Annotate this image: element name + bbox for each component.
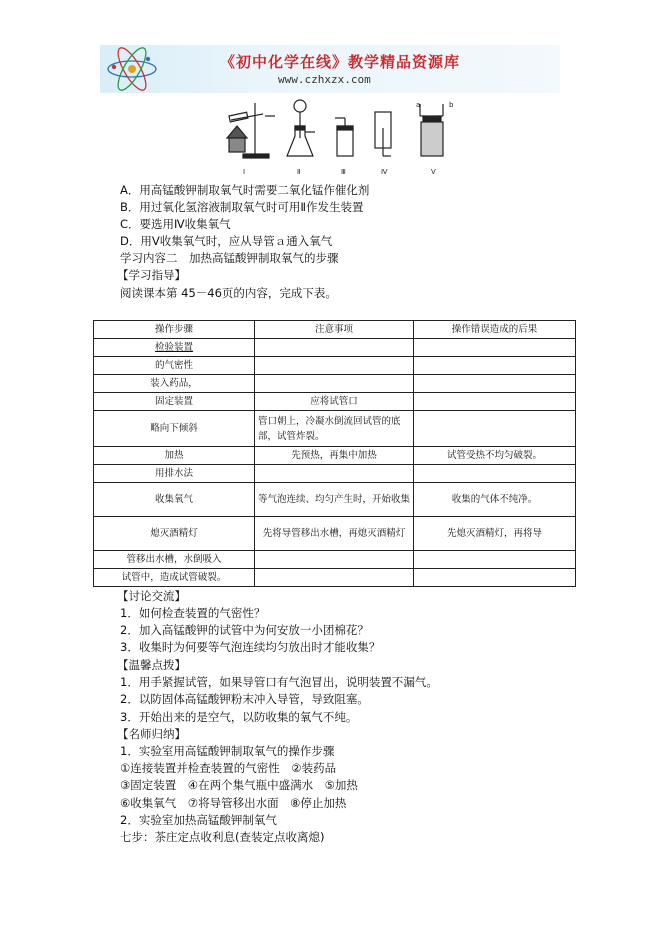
summary-item: 2．实验室加热高锰酸钾制氧气 [120,813,277,827]
section-heading: 学习内容二 加热高锰酸钾制取氧气的步骤 [120,251,339,265]
hint-item: 3．开始出来的是空气，以防收集的氧气不纯。 [120,710,358,724]
apparatus-label-b: b [449,101,454,109]
banner-url[interactable]: www.czhxzx.com [278,73,371,86]
table-row [94,339,576,357]
table-cell: 装入药品， [94,375,255,393]
summary-heading: 【名师归纳】 [117,727,186,741]
guide-heading: 【学习指导】 [117,268,186,282]
table-row [94,447,576,465]
table-cell: 熄灭酒精灯 [94,517,255,551]
option-d: D．用Ⅴ收集氧气时，应从导管ａ通入氧气 [120,234,333,248]
table-cell [255,357,414,375]
table-cell: 管口朝上，冷凝水倒流回试管的底部，试管炸裂。 [255,411,414,447]
option-a: A．用高锰酸钾制取氧气时需要二氧化锰作催化剂 [120,183,370,197]
table-cell [255,465,414,483]
summary-item: 1．实验室用高锰酸钾制取氧气的操作步骤 [120,744,335,758]
operations-table [93,320,576,587]
table-header-row [94,321,576,339]
table-cell [414,569,576,587]
apparatus-caption-iii: Ⅲ [341,168,346,176]
table-cell: 加热 [94,447,255,465]
discussion-item: 2．加入高锰酸钾的试管中为何安放一小团棉花？ [120,623,369,637]
hint-item: 1．用手紧握试管，如果导管口有气泡冒出，说明装置不漏气。 [120,675,438,689]
guide-text: 阅读课本第 45－46页的内容，完成下表。 [120,286,337,300]
table-cell: 先预热，再集中加热 [255,447,414,465]
summary-item: 七步：茶庄定点收利息(查装定点收离熄) [120,830,325,844]
table-cell [255,339,414,357]
summary-item: ①连接装置并检查装置的气密性 ②装药品 [120,761,337,775]
apparatus-caption-v: Ⅴ [431,168,436,176]
table-cell [414,393,576,411]
table-cell: 先将导管移出水槽，再熄灭酒精灯 [255,517,414,551]
table-cell: 用排水法 [94,465,255,483]
banner-title: 《初中化学在线》教学精品资源库 [220,53,461,71]
hint-item: 2．以防固体高锰酸钾粉末冲入导管，导致阻塞。 [120,692,369,706]
table-row [94,375,576,393]
table-header: 注意事项 [255,321,414,339]
table-cell [414,551,576,569]
header-banner [100,45,560,93]
apparatus-caption-ii: Ⅱ [297,168,301,176]
table-row [94,551,576,569]
table-row [94,569,576,587]
table-cell [414,375,576,393]
table-cell: 固定装置 [94,393,255,411]
hints-heading: 【温馨点拨】 [117,658,186,672]
table-cell: 应将试管口 [255,393,414,411]
table-cell: 等气泡连续、均匀产生时，开始收集 [255,483,414,517]
apparatus-iii [335,118,353,156]
table-cell [255,375,414,393]
table-header: 操作步骤 [94,321,255,339]
summary-item: ⑥收集氧气 ⑦将导管移出水面 ⑧停止加热 [120,796,347,810]
table-cell: 略向下倾斜 [94,411,255,447]
summary-item: ③固定装置 ④在两个集气瓶中盛满水 ⑤加热 [120,778,358,792]
table-cell [414,357,576,375]
apparatus-figure [215,98,475,178]
table-cell [414,339,576,357]
table-cell [414,465,576,483]
table-row [94,465,576,483]
apparatus-i [227,103,275,158]
table-row [94,517,576,551]
apparatus-iv [375,112,391,156]
table-cell: 试管中，造成试管破裂。 [94,569,255,587]
table-cell [255,551,414,569]
table-cell: 的气密性 [94,357,255,375]
table-cell: 管移出水槽，水倒吸入 [94,551,255,569]
table-header: 操作错误造成的后果 [414,321,576,339]
table-row [94,411,576,447]
apparatus-label-a: a [416,101,421,109]
table-cell: 检验装置 [94,339,255,357]
table-cell: 收集氧气 [94,483,255,517]
apparatus-ii [287,100,315,156]
table-cell: 收集的气体不纯净。 [414,483,576,517]
discussion-item: 3．收集时为何要等气泡连续均匀放出时才能收集？ [120,640,381,654]
table-cell [414,411,576,447]
table-row [94,483,576,517]
table-cell: 先熄灭酒精灯，再将导 [414,517,576,551]
atom-logo-icon [104,47,160,91]
table-cell [255,569,414,587]
apparatus-caption-iv: Ⅳ [381,168,388,176]
discussion-item: 1．如何检查装置的气密性？ [120,606,266,620]
apparatus-caption-i: Ⅰ [243,168,246,176]
table-cell: 试管受热不均匀破裂。 [414,447,576,465]
apparatus-v [420,104,443,156]
table-row [94,357,576,375]
option-b: B．用过氧化氢溶液制取氧气时可用Ⅱ作发生装置 [120,200,364,214]
table-row [94,393,576,411]
option-c: C．要选用Ⅳ收集氧气 [120,217,231,231]
discussion-heading: 【讨论交流】 [117,589,186,603]
